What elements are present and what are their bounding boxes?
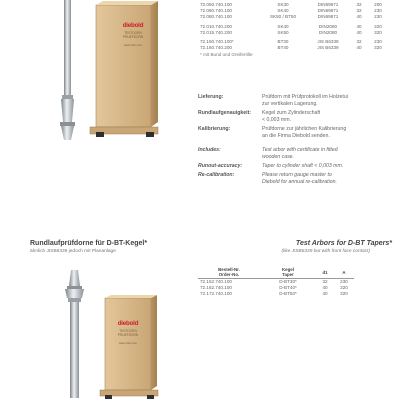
- section2-subtitle-en: (like JISB6339 but with front face contact): [281, 249, 370, 254]
- table-cell: DIN2080: [318, 23, 338, 29]
- bottom-product-image: [45, 258, 185, 400]
- test-arbor: [60, 0, 75, 140]
- table-cell: 32: [356, 8, 362, 14]
- info-value: an die Firma Diebold senden.: [262, 133, 330, 139]
- table-cell: 32: [356, 2, 362, 7]
- table-cell: SK40: [277, 23, 289, 29]
- brand-logo: diebold: [117, 320, 139, 327]
- table-cell: SK40: [277, 8, 289, 14]
- column-header: [334, 266, 354, 279]
- info-value: Test arbor with certificate in fitted: [262, 147, 338, 153]
- table-cell: D-BT30*: [279, 279, 297, 284]
- info-value: Taper to cylinder shaft < 0,003 mm.: [262, 163, 344, 169]
- column-header-line: Order-No.: [218, 272, 240, 277]
- table-cell: BT30: [277, 39, 289, 45]
- table-row: [198, 291, 354, 297]
- table-cell: SK50 / BT50: [269, 14, 297, 20]
- table-cell: 72.152.740.100: [200, 279, 232, 284]
- table-cell: 72.172.740.100: [200, 291, 232, 297]
- table-cell: 320: [374, 45, 382, 51]
- info-label: Runout-accuracy:: [198, 163, 243, 169]
- case-label-line: TESTDORN: [124, 31, 142, 35]
- spec-table: [198, 266, 354, 298]
- case-label-line: PRUEFDORN: [117, 333, 139, 337]
- table-cell: 320: [340, 285, 348, 291]
- table-cell: 72.160.740.200: [200, 45, 232, 51]
- table-row: [198, 14, 388, 20]
- table-cell: D-BT50*: [279, 291, 297, 297]
- info-value: Prüfdorne zur jährlichen Kalibrierung: [262, 126, 347, 132]
- table-cell: 72.162.740.100: [200, 285, 232, 291]
- top-arbor-and-case-illustration: [30, 0, 180, 160]
- case-web-address: www.hsk.com: [118, 341, 138, 345]
- section2-title-de: Rundlaufprüfdorne für D-BT-Kegel*: [30, 240, 148, 247]
- column-header: [198, 266, 260, 279]
- info-label: Includes:: [198, 147, 221, 153]
- table-cell: 40: [356, 23, 362, 29]
- info-value: Please return gauge master to: [262, 172, 332, 178]
- test-arbor: [65, 270, 84, 398]
- table-cell: 72.010.740.200: [200, 23, 232, 29]
- info-value: wooden case.: [262, 154, 295, 160]
- table-cell: 230: [374, 39, 382, 45]
- table-cell: 40: [356, 29, 362, 35]
- table-cell: 40: [322, 285, 328, 291]
- case-label-bottom: [109, 320, 147, 345]
- table-cell: DIN69871: [317, 8, 339, 14]
- table-cell: 32: [356, 39, 362, 45]
- table-cell: SK30: [277, 2, 289, 7]
- table-footnote: * mit Bund und Greiferrille: [200, 52, 253, 58]
- table-cell: 72.050.740.100: [200, 2, 232, 7]
- table-cell: SK50: [277, 29, 289, 35]
- top-product-image: [30, 0, 180, 160]
- info-value: Prüfdorn mit Prüfprotokoll im Holzetui: [262, 94, 348, 100]
- table-cell: 72.150.740.100*: [200, 39, 234, 45]
- column-header: [260, 266, 316, 279]
- case-label-line: PRUEFDORN: [122, 35, 144, 39]
- case-label-top: [116, 22, 150, 47]
- table-cell: 40: [322, 291, 328, 297]
- table-cell: JIS B6339: [317, 45, 339, 51]
- case-label-line: TESTDORN: [119, 329, 137, 333]
- table-cell: 200: [374, 2, 382, 7]
- table-cell: DIN2080: [318, 29, 338, 35]
- table-cell: 320: [374, 29, 382, 35]
- info-block: [198, 94, 398, 214]
- table-cell: 230: [374, 8, 382, 14]
- info-label: Kalibrierung:: [198, 126, 231, 132]
- column-header-line: Bestell-Nr.: [218, 267, 240, 272]
- table-cell: BT40: [277, 45, 289, 51]
- section2-spec-table: [198, 266, 354, 298]
- info-label: Lieferung:: [198, 94, 224, 100]
- table-cell: 230: [340, 279, 348, 284]
- info-label: Re-calibration:: [198, 172, 235, 178]
- table-cell: JIS B6339: [317, 39, 339, 45]
- table-cell: 72.060.740.100: [200, 8, 232, 14]
- info-value: Diebold for annual re-calibration.: [262, 179, 337, 185]
- info-label: Rundlaufgenauigkeit:: [198, 110, 252, 116]
- section2-subtitle-de: ähnlich JISB6339 jedoch mit Plananlage: [30, 249, 116, 254]
- table-cell: 72.080.740.100: [200, 14, 232, 20]
- table-cell: 40: [356, 45, 362, 51]
- table-header-row: [198, 266, 354, 279]
- info-value: zur vertikalen Lagerung.: [262, 101, 318, 107]
- table-cell: DIN69871: [317, 14, 339, 20]
- case-web-address: www.hsk.com: [123, 43, 143, 47]
- table-cell: 40: [356, 14, 362, 20]
- column-header-line: d1: [322, 269, 328, 275]
- table-cell: 320: [374, 23, 382, 29]
- section2-title-en: Test Arbors for D-BT Tapers*: [295, 240, 392, 247]
- table-row: [198, 279, 354, 286]
- top-spec-table: [198, 2, 388, 57]
- column-header-line: A: [342, 269, 346, 275]
- table-row: [198, 45, 388, 51]
- wooden-case: [100, 295, 158, 399]
- column-header-line: Taper: [282, 272, 294, 277]
- column-header-line: Kegel: [282, 267, 294, 272]
- table-cell: 72.015.740.200: [200, 29, 232, 35]
- table-cell: 230: [374, 14, 382, 20]
- spec-table: [198, 2, 388, 51]
- table-cell: DIN69871: [317, 2, 339, 7]
- brand-logo: diebold: [122, 22, 144, 29]
- info-value: < 0,003 mm.: [262, 117, 291, 123]
- info-value: Kegel zum Zylinderschaft: [262, 110, 321, 116]
- table-cell: 320: [340, 291, 348, 297]
- table-cell: 32: [322, 279, 328, 284]
- column-header: [316, 266, 334, 279]
- table-cell: D-BT40*: [279, 285, 297, 291]
